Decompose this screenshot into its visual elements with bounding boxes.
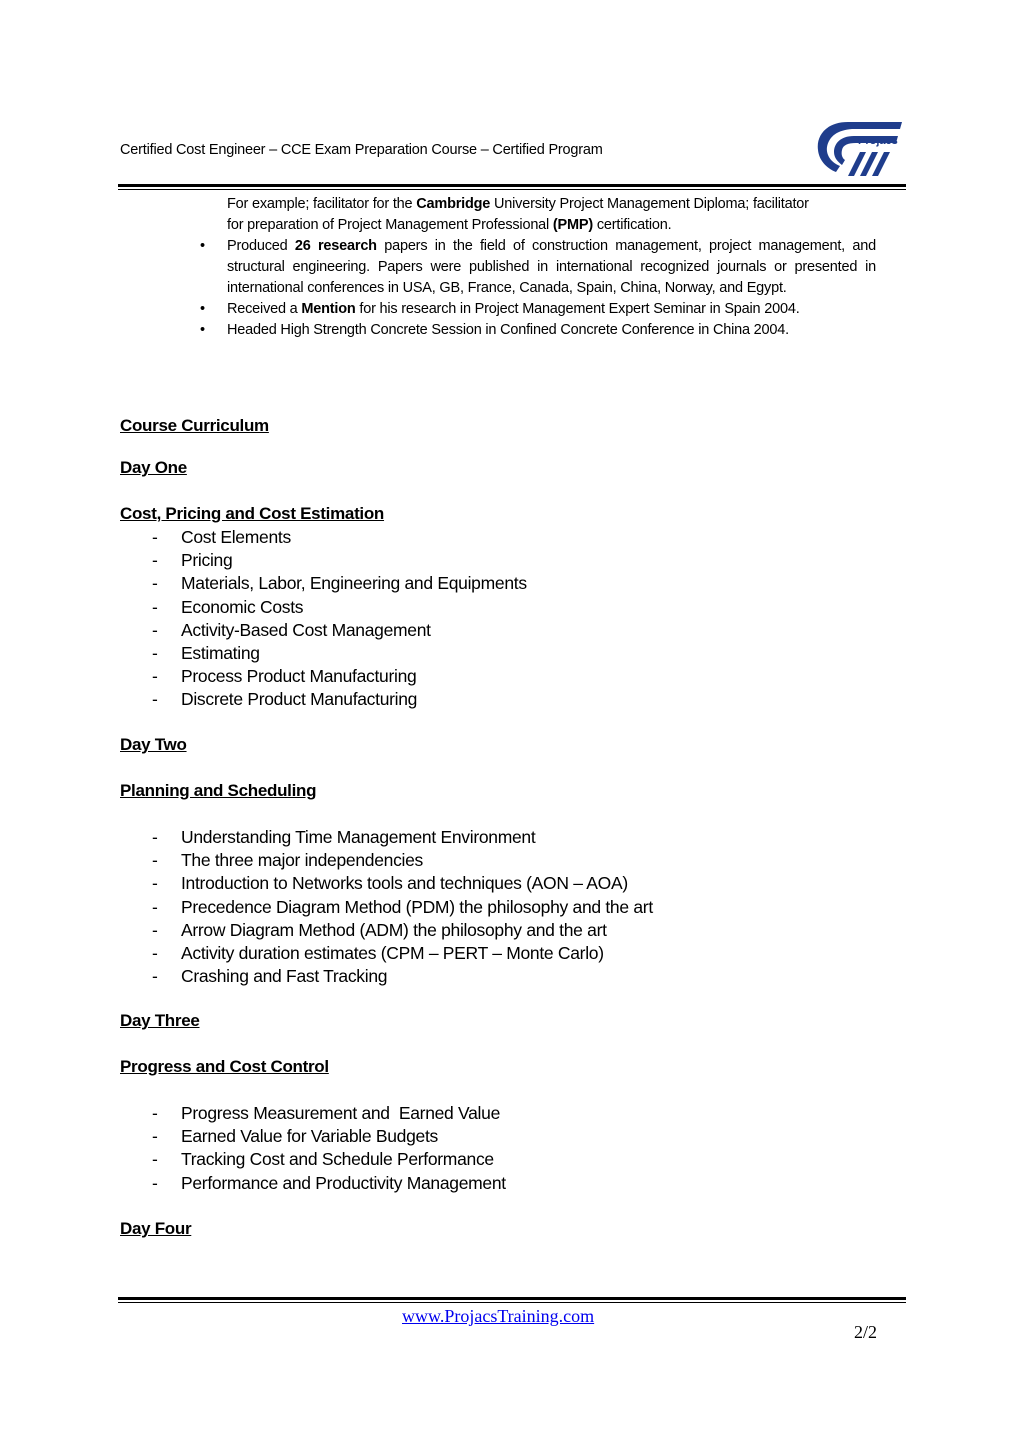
day-two-heading: Day Two [120, 735, 187, 754]
day-three-list [150, 1102, 506, 1195]
list-item: - Crashing and Fast Tracking [150, 965, 653, 988]
continuation-line-2: for preparation of Project Management Professional (PMP) certification. [227, 217, 672, 233]
list-item: - Estimating [150, 642, 527, 665]
list-item: - Performance and Productivity Management [150, 1172, 506, 1195]
header-title: Certified Cost Engineer – CCE Exam Preparation Course – Certified Program [120, 142, 603, 158]
list-item: - The three major independencies [150, 849, 653, 872]
dash-icon: - [152, 689, 158, 710]
list-item: - Process Product Manufacturing [150, 665, 527, 688]
day-one-heading: Day One [120, 458, 187, 477]
footer-rule-thin [118, 1302, 906, 1303]
dash-icon: - [152, 1103, 158, 1123]
achievements-list [196, 236, 876, 341]
day-one-list [150, 526, 527, 712]
dash-icon: - [152, 966, 158, 987]
footer-website-link[interactable]: www.ProjacsTraining.com [402, 1306, 595, 1326]
dash-icon: - [152, 896, 158, 917]
dash-icon: - [152, 1172, 158, 1193]
list-item: - Arrow Diagram Method (ADM) the philosophy and the art [150, 919, 653, 942]
dash-icon: - [152, 619, 158, 640]
list-item: • Produced 26 research papers in the field of construction management, project management, and structural engineering. Papers were published in international recognized journals or presented in international conferences in USA, GB, France, Canada, Spain, China, Norway, and Egypt. [200, 238, 876, 296]
list-item: - Tracking Cost and Schedule Performance [150, 1148, 506, 1171]
list-item: - Pricing [150, 549, 527, 572]
dash-icon: - [152, 666, 158, 687]
list-item: - Introduction to Networks tools and techniques (AON – AOA) [150, 872, 653, 895]
header-rule [118, 184, 906, 187]
continuation-paragraph [227, 194, 875, 236]
list-item: - Economic Costs [150, 596, 527, 619]
dash-icon: - [152, 850, 158, 871]
page-number: 2/2 [854, 1322, 878, 1342]
dash-icon: - [152, 573, 158, 594]
list-item: - Activity-Based Cost Management [150, 619, 527, 642]
day-three-heading: Day Three [120, 1011, 200, 1030]
list-item: - Earned Value for Variable Budgets [150, 1125, 506, 1148]
list-item: • Headed High Strength Concrete Session in Confined Concrete Conference in China 2004. [196, 320, 876, 341]
list-item: - Discrete Product Manufacturing [150, 688, 527, 711]
projacs-logo [808, 116, 904, 184]
dash-icon: - [152, 943, 158, 964]
list-item: - Progress Measurement and Earned Value [150, 1102, 506, 1125]
day-two-list [150, 826, 653, 988]
bullet-icon: • [200, 238, 205, 254]
course-curriculum-heading: Course Curriculum [120, 416, 269, 435]
dash-icon: - [152, 919, 158, 940]
footer-rule [118, 1297, 906, 1300]
dash-icon: - [152, 873, 158, 894]
bullet-icon: • [200, 322, 205, 338]
dash-icon: - [152, 1126, 158, 1147]
dash-icon: - [152, 643, 158, 664]
logo-text: Projacs [858, 135, 898, 147]
dash-icon: - [152, 596, 158, 617]
projacs-logo-icon [808, 116, 904, 184]
list-item: - Materials, Labor, Engineering and Equipments [150, 572, 527, 595]
list-item: - Understanding Time Management Environment [150, 826, 653, 849]
day-one-topic: Cost, Pricing and Cost Estimation [120, 504, 385, 523]
bullet-icon: • [200, 301, 205, 317]
dash-icon: - [152, 550, 158, 571]
list-item: - Activity duration estimates (CPM – PERT – Monte Carlo) [150, 942, 653, 965]
dash-icon: - [152, 1149, 158, 1170]
list-item: - Precedence Diagram Method (PDM) the philosophy and the art [150, 896, 653, 919]
list-item: - Cost Elements [150, 526, 527, 549]
header-rule-thin [118, 189, 906, 190]
day-two-topic: Planning and Scheduling [120, 781, 317, 800]
continuation-line-1: For example; facilitator for the Cambridge University Project Management Diploma; facilitator [227, 196, 809, 212]
dash-icon: - [152, 527, 158, 547]
list-item: • Received a Mention for his research in Project Management Expert Seminar in Spain 2004. [196, 299, 876, 320]
day-three-topic: Progress and Cost Control [120, 1057, 329, 1076]
day-four-heading: Day Four [120, 1219, 192, 1238]
dash-icon: - [152, 827, 158, 847]
